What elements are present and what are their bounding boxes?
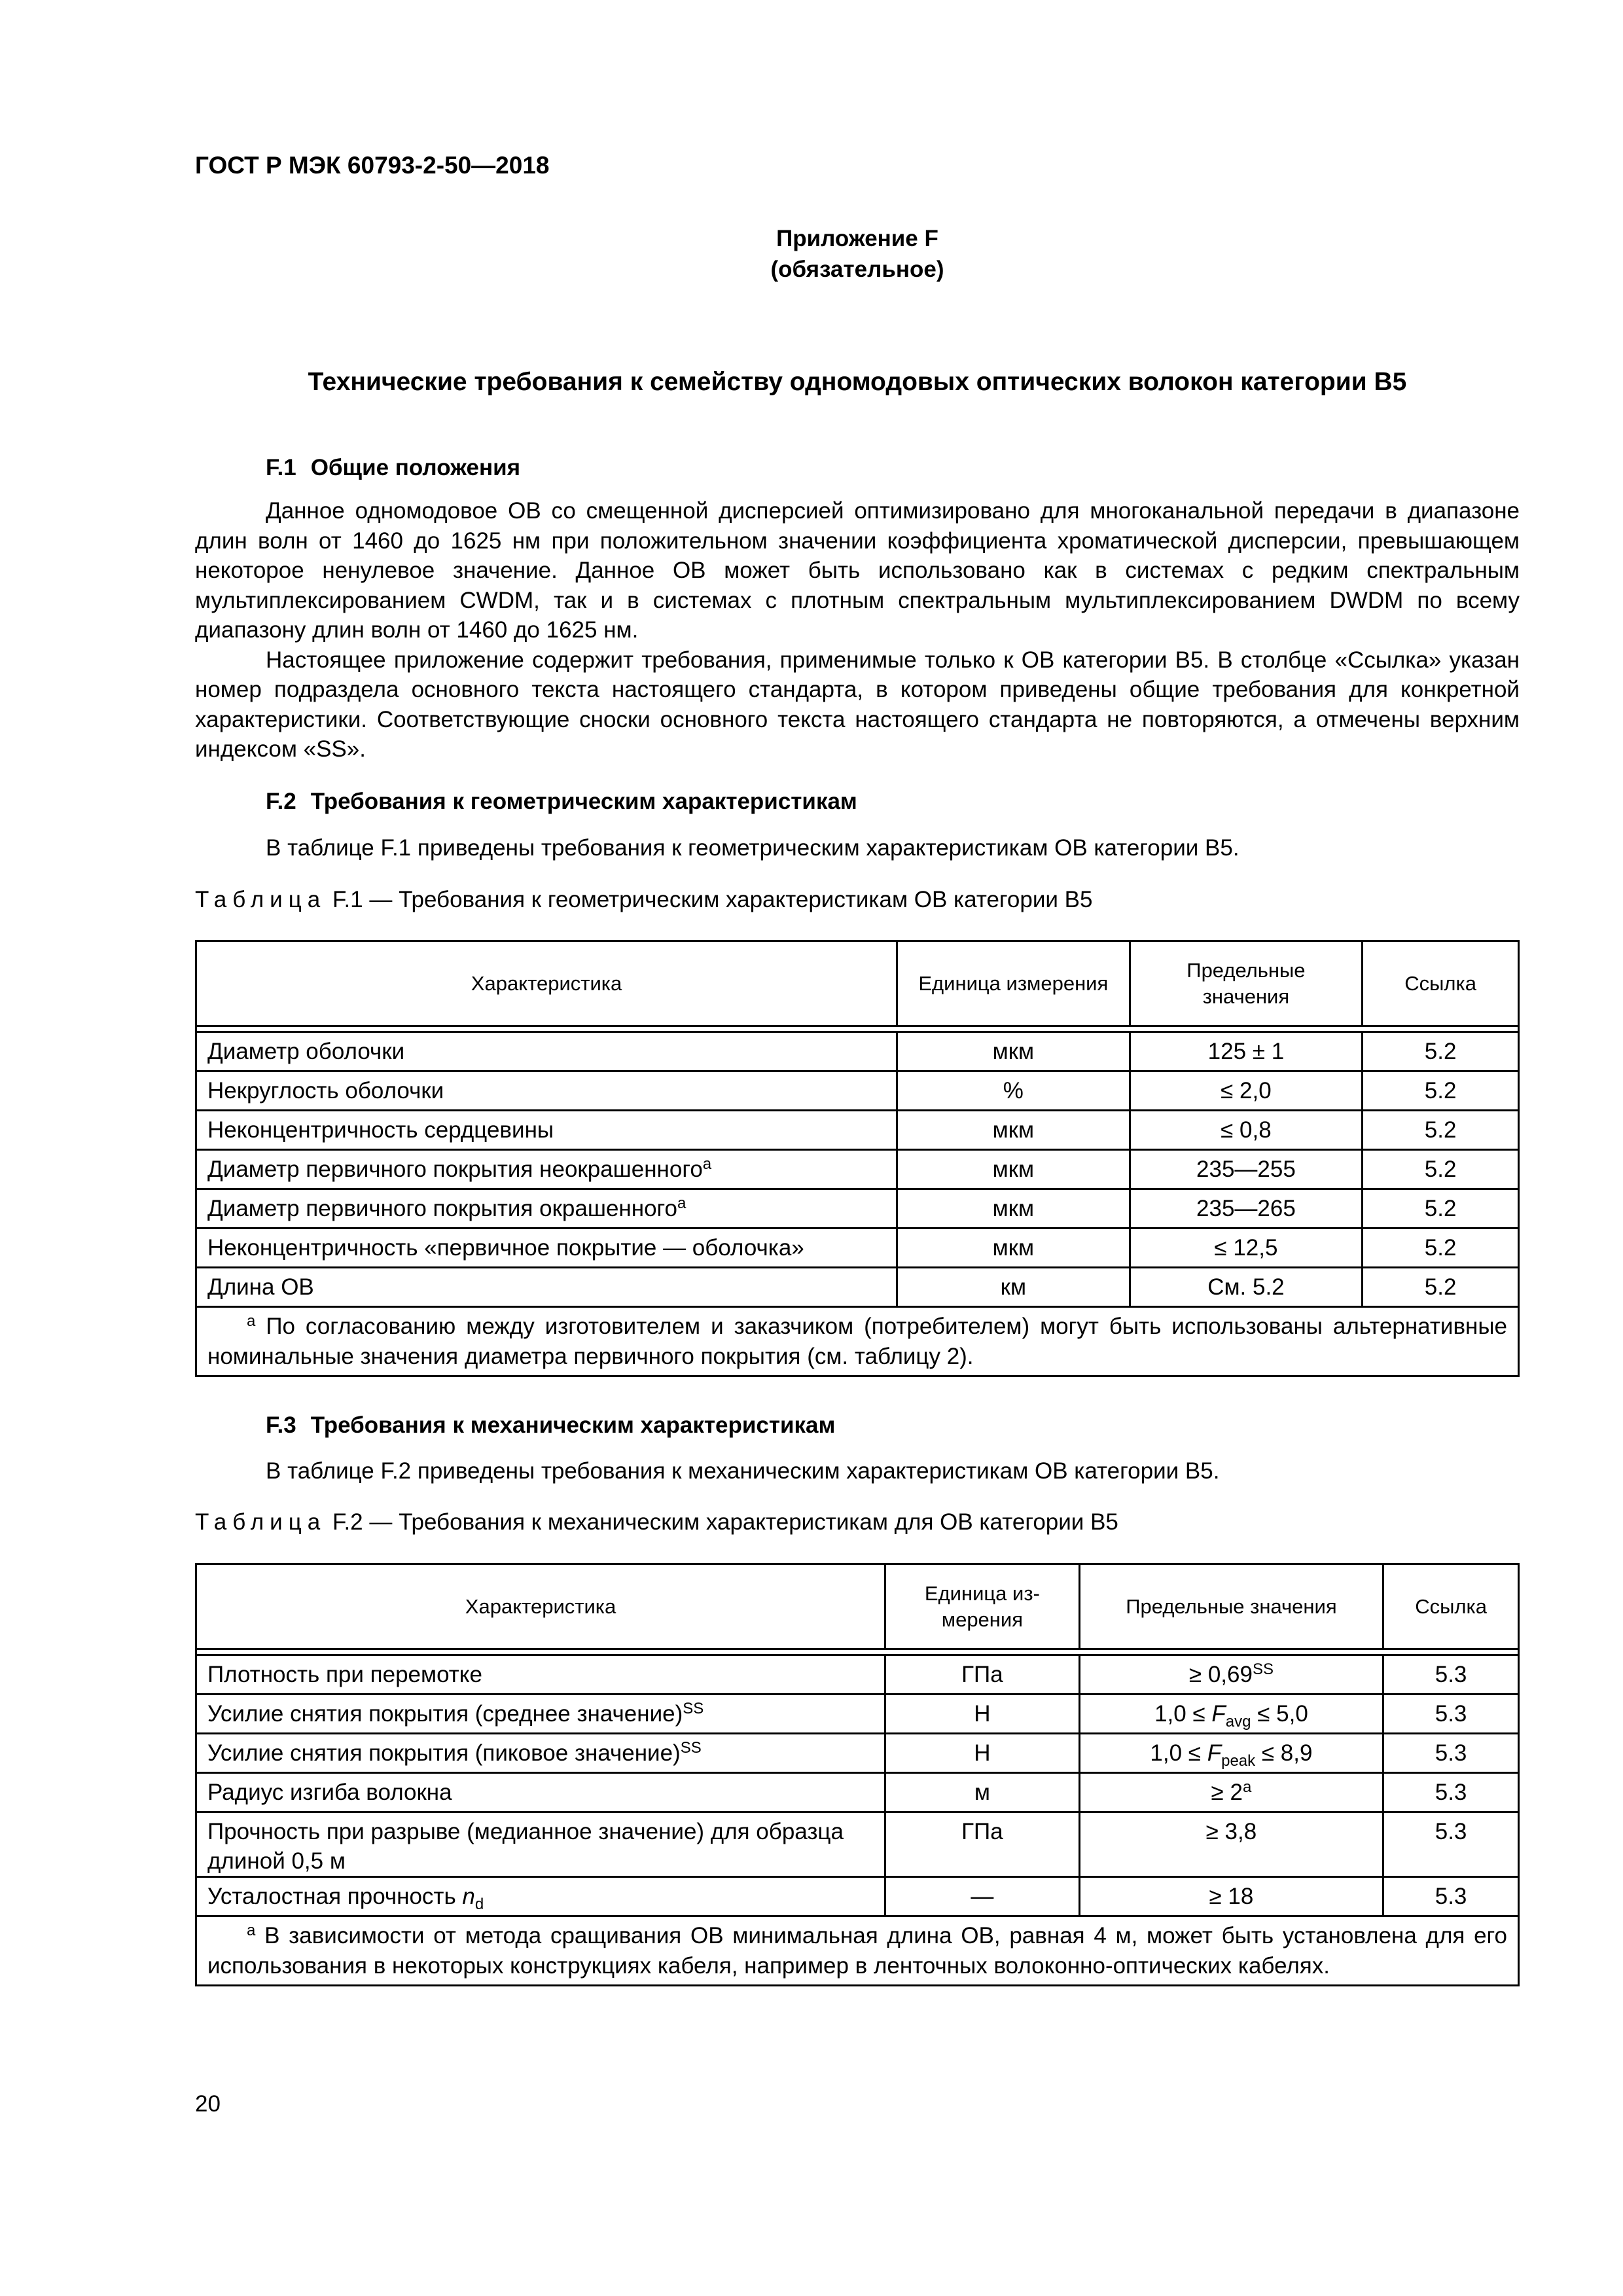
table-row — [196, 1877, 1519, 1916]
value-cell — [1079, 1734, 1383, 1773]
table-mechanical — [195, 1563, 1520, 1986]
section-title: Требования к механическим характеристикам — [310, 1412, 836, 1438]
characteristic: Неконцентричность сердцевины — [207, 1117, 554, 1143]
table-row — [196, 1032, 1519, 1071]
footnote-mark: a — [247, 1922, 256, 1939]
paragraph: В таблице F.1 приведены требования к геометрическим характеристикам ОВ категории B5. — [266, 835, 1240, 861]
unit-cell: Н — [885, 1734, 1080, 1773]
unit-cell: мкм — [897, 1229, 1130, 1268]
value-cell: См. 5.2 — [1130, 1268, 1363, 1307]
value-superscript: SS — [1252, 1660, 1274, 1678]
reference-cell: 5.3 — [1383, 1695, 1519, 1734]
characteristic-cell — [196, 1734, 885, 1773]
section-f3-body — [195, 1456, 1520, 1486]
symbol: n — [462, 1883, 475, 1909]
value-cell — [1079, 1773, 1383, 1812]
value-cell: ≤ 2,0 — [1130, 1071, 1363, 1111]
characteristic: Усилие снятия покрытия (пиковое значение) — [207, 1740, 681, 1766]
annex-heading: Технические требования к семейству одномодовых оптических волокон категории B5 — [308, 368, 1407, 396]
value-cell: 235—265 — [1130, 1189, 1363, 1229]
reference-cell: 5.2 — [1363, 1189, 1519, 1229]
value: ≥ 3,8 — [1205, 1819, 1257, 1844]
table-geometric — [195, 940, 1520, 1377]
value: 1,0 ≤ — [1150, 1740, 1207, 1766]
reference-cell: 5.2 — [1363, 1229, 1519, 1268]
reference-cell: 5.2 — [1363, 1150, 1519, 1189]
value-cell — [1079, 1695, 1383, 1734]
column-header: Ссылка — [1383, 1564, 1519, 1649]
value-cell — [1079, 1812, 1383, 1877]
value: ≥ 0,69 — [1188, 1661, 1253, 1687]
reference-cell: 5.3 — [1383, 1773, 1519, 1812]
table-row — [196, 1071, 1519, 1111]
column-header: Характеристика — [196, 1564, 885, 1649]
value-cell: ≤ 0,8 — [1130, 1111, 1363, 1150]
section-f1-heading — [266, 455, 520, 481]
table-row — [196, 1111, 1519, 1150]
unit-cell: км — [897, 1268, 1130, 1307]
table-row — [196, 1150, 1519, 1189]
characteristic-cell — [196, 1189, 897, 1229]
unit-cell: ГПа — [885, 1655, 1080, 1695]
characteristic: Диаметр первичного покрытия неокрашенного — [207, 1156, 703, 1182]
reference-cell: 5.3 — [1383, 1812, 1519, 1877]
characteristic: Неконцентричность «первичное покрытие — оболочка» — [207, 1234, 804, 1261]
column-header: Предельные значения — [1079, 1564, 1383, 1649]
reference-cell: 5.3 — [1383, 1734, 1519, 1773]
unit-cell: Н — [885, 1695, 1080, 1734]
characteristic: Диаметр оболочки — [207, 1038, 405, 1064]
value-cell: ≤ 12,5 — [1130, 1229, 1363, 1268]
column-header: Характеристика — [196, 941, 897, 1026]
table-row — [196, 1734, 1519, 1773]
symbol-subscript: avg — [1225, 1712, 1251, 1731]
reference-cell: 5.2 — [1363, 1111, 1519, 1150]
footnote-ref: a — [702, 1155, 712, 1173]
reference-cell: 5.3 — [1383, 1655, 1519, 1695]
section-title: Требования к геометрическим характеристикам — [310, 789, 857, 814]
unit-cell: мкм — [897, 1150, 1130, 1189]
section-number: F.1 — [266, 455, 296, 480]
document-header: ГОСТ Р МЭК 60793-2-50—2018 — [195, 152, 550, 179]
caption-label: Таблица — [195, 887, 327, 912]
value-cell: 235—255 — [1130, 1150, 1363, 1189]
section-f1-body — [195, 496, 1520, 764]
unit-cell: мкм — [897, 1111, 1130, 1150]
unit-cell: % — [897, 1071, 1130, 1111]
table-row — [196, 1812, 1519, 1877]
section-number: F.2 — [266, 789, 296, 814]
paragraph: Данное одномодовое ОВ со смещенной дисперсией оптимизировано для многоканальной передачи в диапазоне длин волн от 1460 до 1625 нм при положительном значении коэффициента хроматической дисперсии, превышающем некоторое ненулевое значение. Данное ОВ может быть использовано как в системах с редким спектральным мультиплексированием CWDM, так и в системах с плотным спектральным мультиплексированием DWDM по всему диапазону длин волн от 1460 до 1625 нм. — [195, 498, 1520, 643]
unit-cell: мкм — [897, 1189, 1130, 1229]
section-f2-heading — [266, 789, 857, 815]
characteristic-cell — [196, 1655, 885, 1695]
section-f2-body — [195, 833, 1520, 863]
characteristic: Плотность при перемотке — [207, 1661, 482, 1687]
table-row — [196, 1695, 1519, 1734]
symbol: F — [1211, 1700, 1226, 1727]
characteristic-cell — [196, 1111, 897, 1150]
characteristic: Усилие снятия покрытия (среднее значение) — [207, 1700, 683, 1727]
footnote-ref: a — [677, 1194, 687, 1212]
column-header: Единица из-мерения — [885, 1564, 1080, 1649]
value: ≥ 2 — [1211, 1779, 1243, 1805]
characteristic-cell — [196, 1877, 885, 1916]
characteristic: Прочность при разрыве (медианное значение) для образца длиной 0,5 м — [207, 1819, 844, 1874]
unit-cell: — — [885, 1877, 1080, 1916]
column-header: Единица измерения — [897, 941, 1130, 1026]
unit-cell: м — [885, 1773, 1080, 1812]
paragraph: Настоящее приложение содержит требования, применимые только к ОВ категории В5. В столбце «Ссылка» указан номер подраздела основного текста настоящего стандарта, в котором приведены общие требования для конкретной характеристики. Соответствующие сноски основного текста настоящего стандарта не повторяются, а отмечены верхним индексом «SS». — [195, 647, 1520, 762]
footnote-mark: a — [247, 1312, 256, 1330]
symbol: F — [1207, 1740, 1222, 1766]
table-row — [196, 1655, 1519, 1695]
characteristic: Усталостная прочность — [207, 1883, 463, 1909]
symbol-subscript: d — [474, 1895, 484, 1913]
value-cell — [1079, 1655, 1383, 1695]
value-cell: 125 ± 1 — [1130, 1032, 1363, 1071]
reference-cell: 5.2 — [1363, 1032, 1519, 1071]
characteristic: Некруглость оболочки — [207, 1077, 444, 1103]
unit-cell: мкм — [897, 1032, 1130, 1071]
table2-caption — [195, 1509, 1118, 1535]
value: ≥ 18 — [1209, 1883, 1254, 1909]
table-row — [196, 1229, 1519, 1268]
characteristic-cell — [196, 1268, 897, 1307]
footnote-ref: SS — [680, 1738, 702, 1757]
characteristic-cell — [196, 1773, 885, 1812]
characteristic-cell — [196, 1071, 897, 1111]
section-f3-heading — [266, 1412, 835, 1439]
reference-cell: 5.2 — [1363, 1071, 1519, 1111]
column-header: Предельные значения — [1130, 941, 1363, 1026]
paragraph: В таблице F.2 приведены требования к механическим характеристикам ОВ категории B5. — [266, 1458, 1220, 1484]
footnote-ref: SS — [683, 1699, 704, 1717]
symbol-subscript: peak — [1221, 1751, 1256, 1770]
footnote-text: По согласованию между изготовителем и заказчиком (потребителем) могут быть использованы альтернативные номинальные значения диаметра первичного покрытия (см. таблицу 2). — [207, 1314, 1507, 1369]
characteristic-cell — [196, 1695, 885, 1734]
reference-cell: 5.2 — [1363, 1268, 1519, 1307]
characteristic-cell — [196, 1032, 897, 1071]
characteristic-cell — [196, 1150, 897, 1189]
value: ≤ 5,0 — [1251, 1700, 1308, 1727]
value: ≤ 8,9 — [1255, 1740, 1313, 1766]
value-cell — [1079, 1877, 1383, 1916]
value: 1,0 ≤ — [1154, 1700, 1212, 1727]
characteristic-cell — [196, 1812, 885, 1877]
table1-caption — [195, 887, 1093, 913]
page-number: 20 — [195, 2091, 221, 2117]
table-row — [196, 1268, 1519, 1307]
unit-cell: ГПа — [885, 1812, 1080, 1877]
section-title: Общие положения — [310, 455, 521, 480]
footnote-text: В зависимости от метода сращивания ОВ минимальная длина ОВ, равная 4 м, может быть установлена для его использования в некоторых конструкциях кабеля, например в ленточных волоконно-оптических кабелях. — [207, 1923, 1507, 1979]
column-header: Ссылка — [1363, 941, 1519, 1026]
characteristic: Длина ОВ — [207, 1274, 314, 1300]
reference-cell: 5.3 — [1383, 1877, 1519, 1916]
table-row — [196, 1773, 1519, 1812]
value-superscript: a — [1242, 1778, 1252, 1796]
annex-status: (обязательное) — [770, 257, 944, 282]
characteristic: Радиус изгиба волокна — [207, 1779, 452, 1805]
annex-title: Приложение F — [776, 226, 938, 251]
caption-text: F.1 — Требования к геометрическим характеристикам ОВ категории B5 — [326, 887, 1093, 912]
table-footnote — [196, 1916, 1519, 1986]
table-row — [196, 1189, 1519, 1229]
characteristic-cell — [196, 1229, 897, 1268]
caption-label: Таблица — [195, 1509, 327, 1535]
table-footnote — [196, 1307, 1519, 1376]
characteristic: Диаметр первичного покрытия окрашенного — [207, 1195, 677, 1221]
caption-text: F.2 — Требования к механическим характеристикам для ОВ категории B5 — [326, 1509, 1118, 1535]
section-number: F.3 — [266, 1412, 296, 1438]
